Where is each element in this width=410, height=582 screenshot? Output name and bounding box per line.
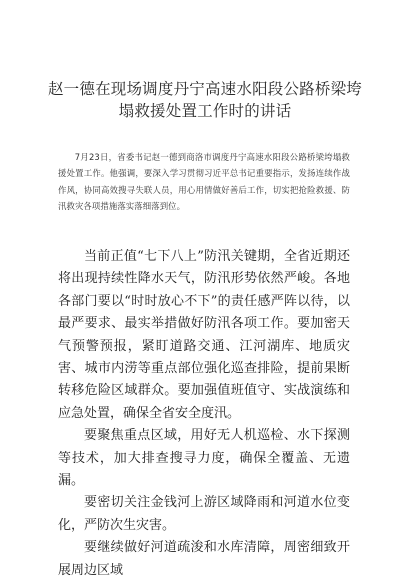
body-paragraph: 要密切关注金钱河上游区域降雨和河道水位变化，严防次生灾害。	[58, 495, 350, 533]
document-title: 赵一德在现场调度丹宁高速水阳段公路桥梁垮塌救援处置工作时的讲话	[47, 80, 362, 120]
body-paragraph: 要继续做好河道疏浚和水库清障，周密细致开展周边区域	[58, 540, 350, 578]
document-body	[58, 246, 350, 582]
body-paragraph: 当前正值“七下八上”防汛关键期，全省近期还将出现持续性降水天气，防汛形势依然严峻。各地各部门要以“时时放心不下”的责任感严阵以待，以最严要求、最实举措做好防汛各项工作。要加密天气预警预报，紧盯道路交通、江河湖库、地质灾害、城市内涝等重点部位强化巡查排险，提前果断转移危险区域群众。要加强值班值守、实战演练和应急处置，确保全省安全度汛。	[58, 249, 350, 421]
document-summary: 7月23日，省委书记赵一德到商洛市调度丹宁高速水阳段公路桥梁垮塌救援处置工作。他强调，要深入学习贯彻习近平总书记重要指示，发扬连续作战作风，协同高效搜寻失联人员，用心用情做好善后工作，切实把抢险救援、防汛救灾各项措施落实落细落到位。	[58, 152, 350, 211]
body-paragraph: 要聚焦重点区域，用好无人机巡检、水下探测等技术，加大排查搜寻力度，确保全覆盖、无遗漏。	[58, 428, 350, 489]
